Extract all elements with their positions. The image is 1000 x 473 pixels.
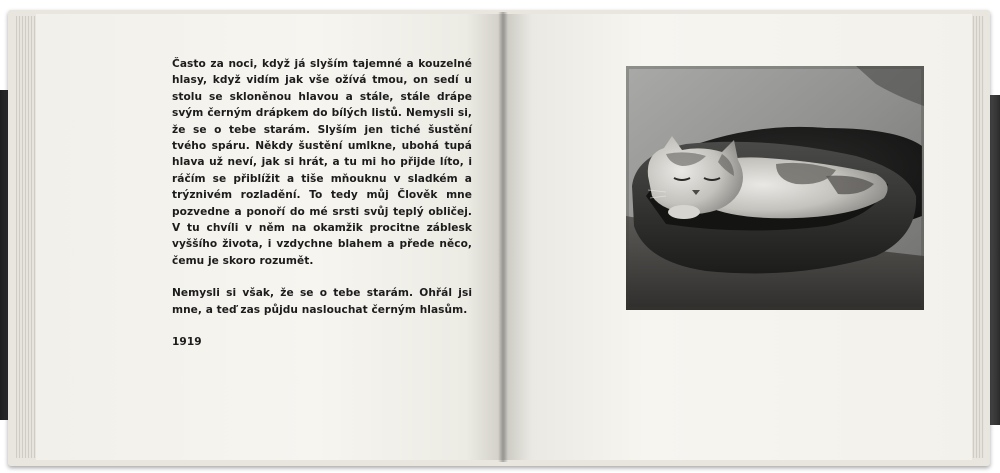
paragraph-1: Často za noci, když já slyším tajemné a kouzelné hlasy, když vidím jak vše ožívá tmou, on sedí u stolu se skloněnou hlavou a stále, stále drápe svým černým drápkem do bílých listů. Nemysli si, že se o tebe starám. Slyším jen tiché šustění tvého spáru. Někdy šustění umlkne, ubohá tupá hlava už neví, jak si hrát, a tu mi ho přijde líto, i ráčím se přiblížit a tiše mňouknu v sladkém a trýznivém rozladění. To tedy můj Člověk mne pozvedne a ponoří do mé srsti svůj teplý obličej. V tu chvíli v něm na okamžik procitne záblesk vyššího života, i vzdychne blahem a přede něco, čemu je skoro rozumět. [172,58,472,267]
kitten-photo [626,66,924,310]
book-gutter [498,12,508,462]
left-page-text [172,56,472,367]
page-edges-left [16,16,36,458]
paragraph-2: Nemysli si však, že se o tebe starám. Ohřál jsi mne, a teď zas půjdu naslouchat černým hlasům. [172,287,472,316]
year-label: 1919 [172,336,202,349]
kitten-photo-illustration [626,66,924,310]
